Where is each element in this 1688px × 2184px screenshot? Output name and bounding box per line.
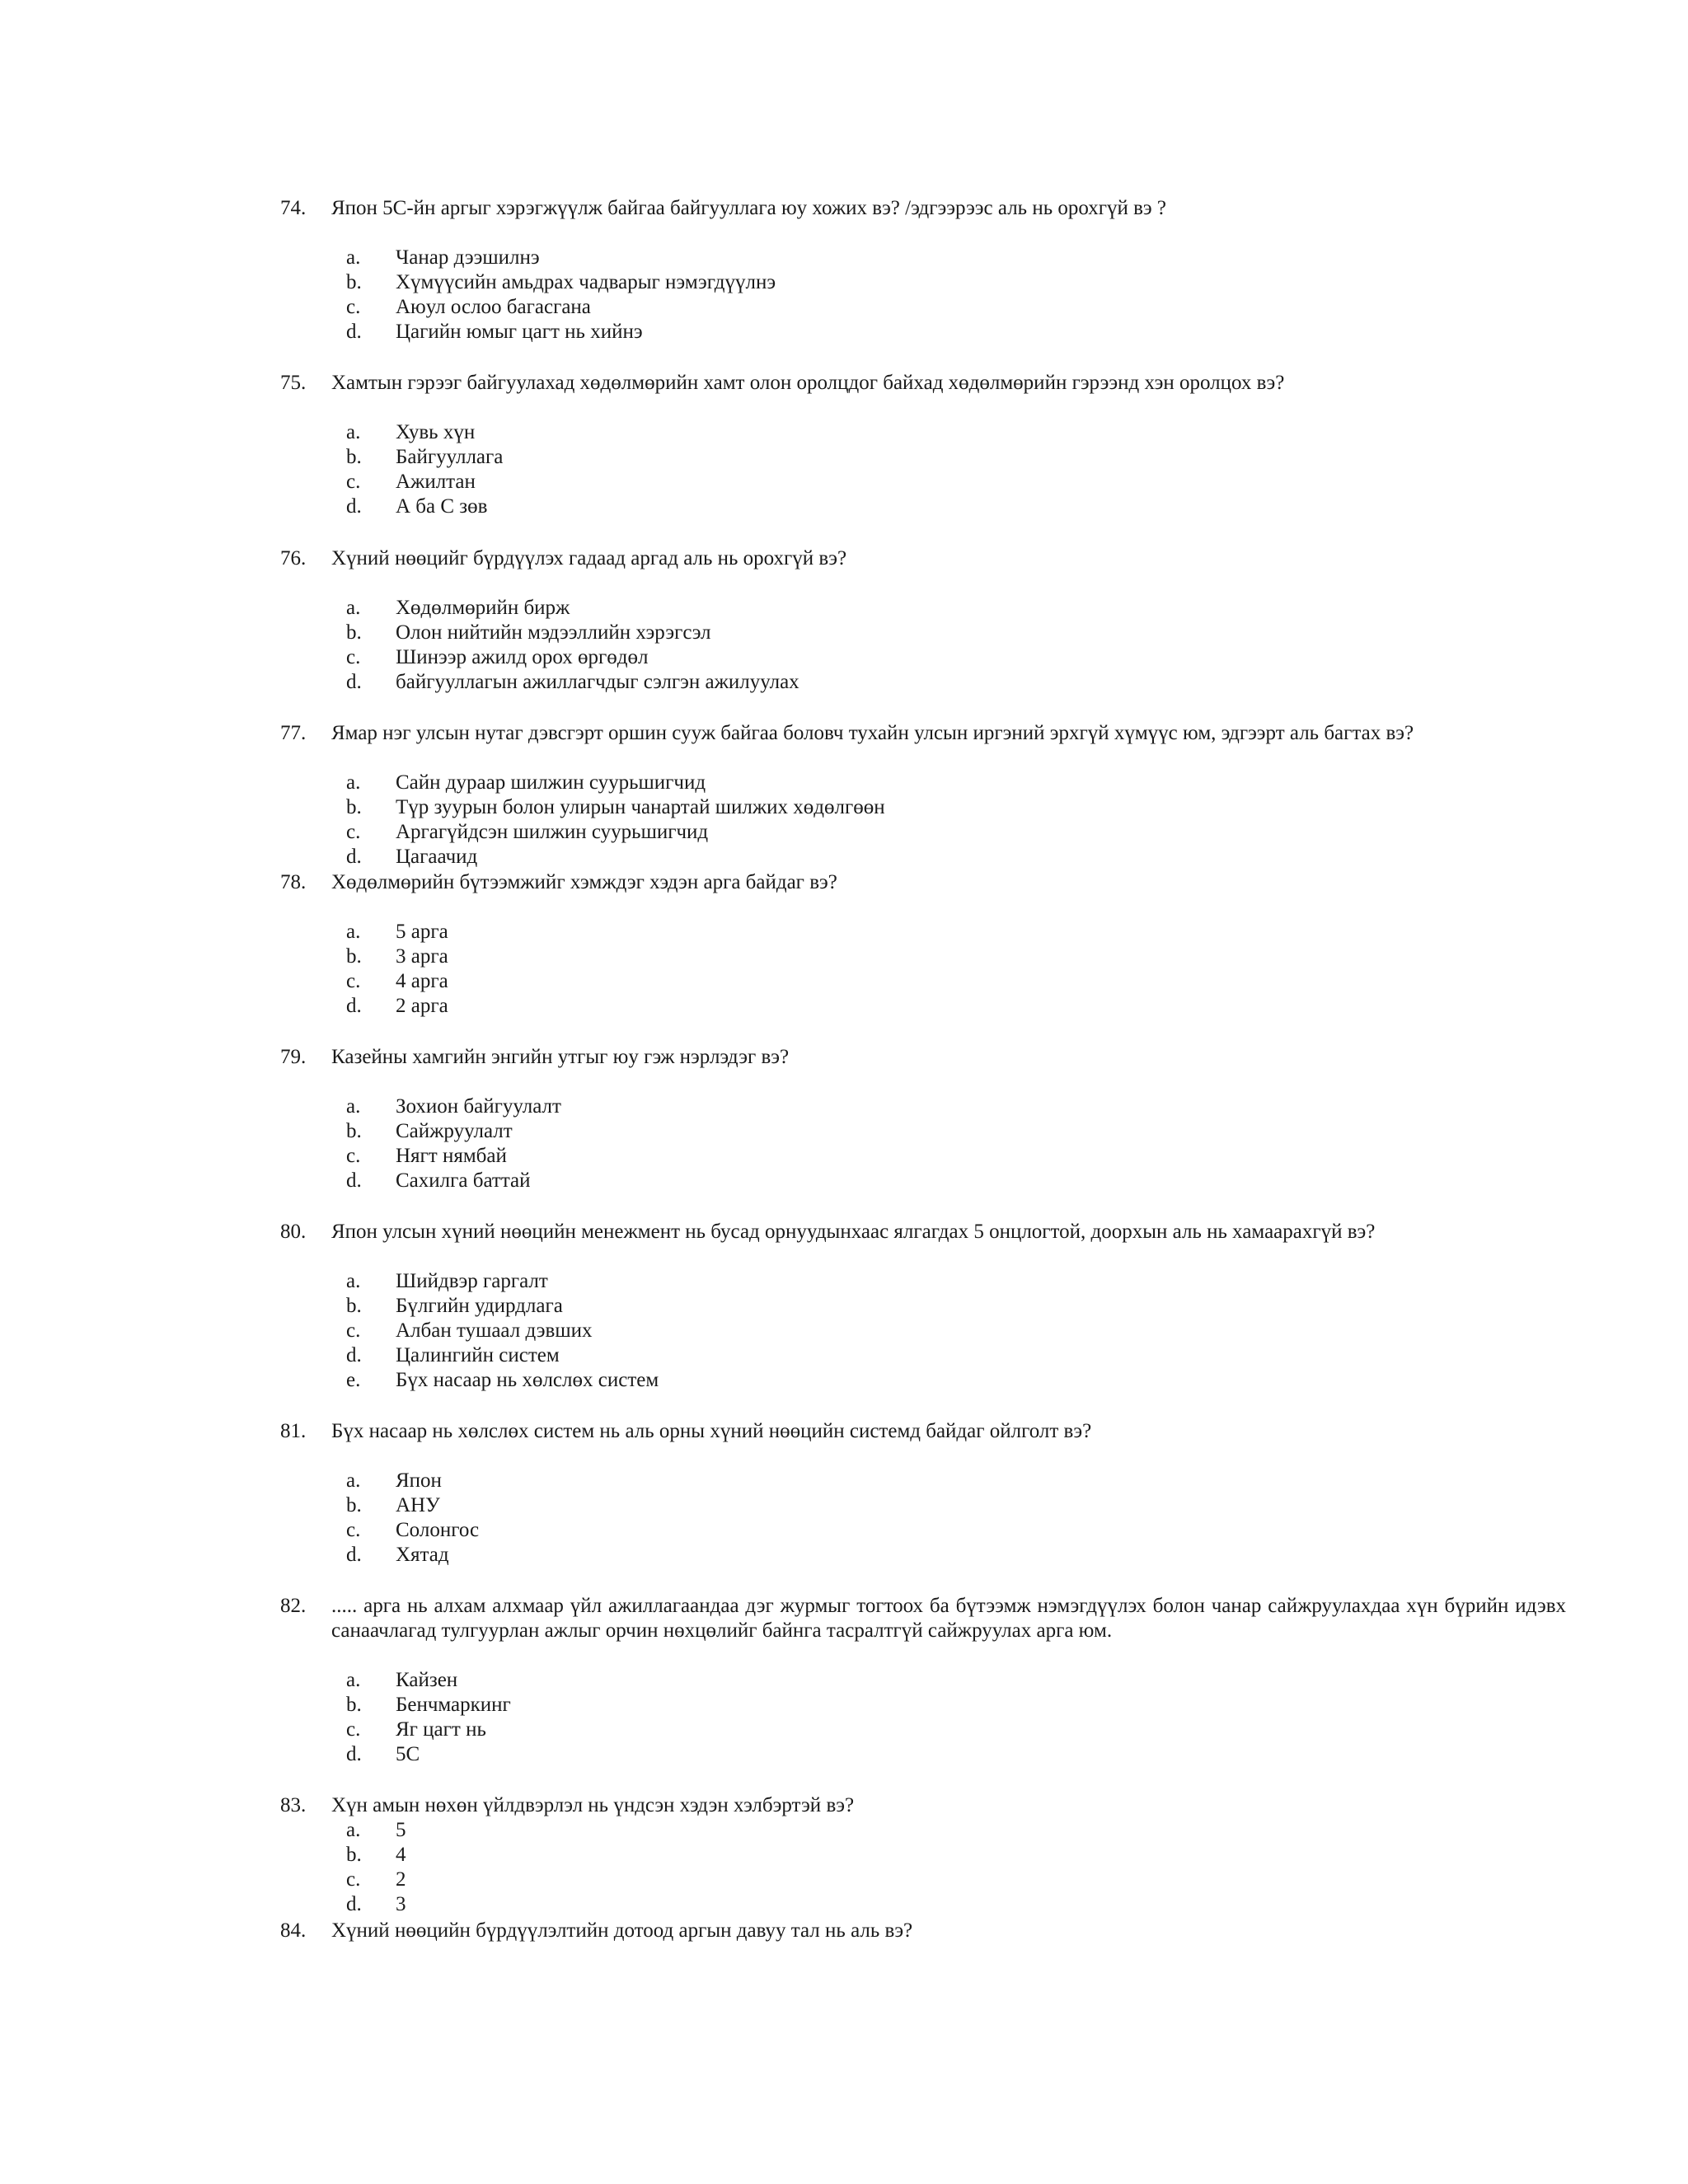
answer-options	[346, 1668, 1632, 1767]
option-letter: d.	[346, 1169, 362, 1192]
option-letter: d.	[346, 1344, 362, 1366]
option-text: Цагаачид	[396, 846, 478, 868]
answer-option	[346, 1343, 1632, 1368]
question-79	[280, 1045, 1566, 1193]
option-letter: a.	[346, 1095, 361, 1118]
answer-option	[346, 969, 1632, 994]
option-letter: c.	[346, 1319, 361, 1342]
question-82	[280, 1594, 1566, 1767]
option-text: Цагийн юмыг цагт нь хийнэ	[396, 321, 643, 343]
option-text: Хувь хүн	[396, 421, 476, 443]
option-text: Аргагүйдсэн шилжин суурьшигчид	[396, 821, 709, 843]
question-number: 82.	[280, 1595, 307, 1617]
option-letter: a.	[346, 1819, 361, 1841]
option-text: Ажилтан	[396, 471, 476, 493]
question-number: 77.	[280, 722, 307, 744]
option-text: Олон нийтийн мэдээллийн хэрэгсэл	[396, 621, 711, 644]
question-number: 84.	[280, 1919, 307, 1942]
option-text: Солонгос	[396, 1519, 480, 1541]
option-letter: a.	[346, 421, 361, 443]
option-letter: b.	[346, 1295, 362, 1317]
option-text: 5	[396, 1819, 406, 1841]
answer-option	[346, 1119, 1632, 1144]
answer-option	[346, 320, 1632, 344]
question-text: Ямар нэг улсын нутаг дэвсгэрт оршин сууж байгаа боловч тухайн улсын иргэний эрхгүй хүмүүс юм, эдгээрт аль багтах вэ?	[331, 722, 1414, 744]
option-letter: c.	[346, 471, 361, 493]
answer-option	[346, 445, 1632, 470]
answer-options	[346, 920, 1632, 1019]
option-text: байгууллагын ажиллагчдыг сэлгэн ажилуулах	[396, 671, 799, 693]
option-letter: d.	[346, 1544, 362, 1566]
question-number: 76.	[280, 547, 307, 569]
question-text: Хамтын гэрээг байгуулахад хөдөлмөрийн хамт олон оролцдог байхад хөдөлмөрийн гэрээнд хэн оролцох вэ?	[331, 372, 1285, 394]
question-text: Хүн амын нөхөн үйлдвэрлэл нь үндсэн хэдэн хэлбэртэй вэ?	[331, 1794, 855, 1816]
option-letter: b.	[346, 945, 362, 968]
option-text: 4 арга	[396, 970, 448, 992]
option-text: Хөдөлмөрийн бирж	[396, 597, 570, 619]
option-letter: c.	[346, 1718, 361, 1741]
option-letter: b.	[346, 1494, 362, 1516]
answer-option	[346, 1543, 1632, 1568]
option-letter: c.	[346, 1145, 361, 1167]
answer-option	[346, 470, 1632, 494]
option-text: 2 арга	[396, 995, 448, 1017]
answer-option	[346, 621, 1632, 645]
option-text: Сайн дураар шилжин суурьшигчид	[396, 771, 706, 794]
answer-option	[346, 1094, 1632, 1119]
question-text: Хөдөлмөрийн бүтээмжийг хэмждэг хэдэн арга байдаг вэ?	[331, 871, 837, 893]
option-text: Албан тушаал дэвших	[396, 1319, 593, 1342]
answer-option	[346, 1818, 1632, 1843]
question-number: 80.	[280, 1221, 307, 1243]
question-75	[280, 371, 1566, 519]
answer-options	[346, 771, 1632, 869]
option-text: Аюул ослоо багасгана	[396, 296, 591, 318]
option-letter: a.	[346, 1270, 361, 1292]
question-78	[280, 870, 1566, 1019]
question-text: Бүх насаар нь хөлслөх систем нь аль орны хүний нөөцийн системд байдаг ойлголт вэ?	[331, 1420, 1092, 1442]
option-letter: b.	[346, 271, 362, 293]
answer-option	[346, 1868, 1632, 1892]
option-letter: d.	[346, 995, 362, 1017]
option-text: 2	[396, 1868, 406, 1891]
option-letter: c.	[346, 296, 361, 318]
option-text: Нягт нямбай	[396, 1145, 507, 1167]
option-text: Бүх насаар нь хөлслөх систем	[396, 1369, 659, 1391]
answer-options	[346, 420, 1632, 519]
answer-option	[346, 920, 1632, 944]
question-text: Хүний нөөцийг бүрдүүлэх гадаад аргад аль нь орохгүй вэ?	[331, 547, 847, 569]
question-number: 74.	[280, 197, 307, 219]
option-letter: d.	[346, 495, 362, 518]
question-text: ..... арга нь алхам алхмаар үйл ажиллагаандаа дэг журмыг тогтоох ба бүтээмж нэмэгдүүлэх болон чанар сайжруулахдаа хүн бүрийн идэвх санаачлагад тулгуурлан ажлыг орчин нөхцөлийг байнга тасралтгүй сайжруулах арга юм.	[331, 1595, 1566, 1642]
option-letter: a.	[346, 1469, 361, 1492]
answer-option	[346, 820, 1632, 845]
option-text: Кайзен	[396, 1669, 458, 1691]
option-text: 3 арга	[396, 945, 448, 968]
answer-option	[346, 1368, 1632, 1393]
question-80	[280, 1220, 1566, 1393]
option-letter: c.	[346, 1519, 361, 1541]
option-letter: c.	[346, 970, 361, 992]
question-number: 81.	[280, 1420, 307, 1442]
answer-option	[346, 246, 1632, 270]
answer-option	[346, 944, 1632, 969]
option-text: Цалингийн систем	[396, 1344, 560, 1366]
answer-option	[346, 270, 1632, 295]
answer-option	[346, 1693, 1632, 1718]
option-letter: d.	[346, 1743, 362, 1765]
answer-option	[346, 1294, 1632, 1319]
option-text: Хятад	[396, 1544, 449, 1566]
answer-option	[346, 494, 1632, 519]
question-76	[280, 546, 1566, 695]
answer-option	[346, 596, 1632, 621]
answer-option	[346, 795, 1632, 820]
option-text: Яг цагт нь	[396, 1718, 486, 1741]
option-text: Япон	[396, 1469, 442, 1492]
option-letter: b.	[346, 1120, 362, 1142]
option-letter: d.	[346, 846, 362, 868]
answer-option	[346, 1843, 1632, 1868]
answer-option	[346, 1668, 1632, 1693]
option-letter: a.	[346, 771, 361, 794]
answer-option	[346, 845, 1632, 869]
option-letter: d.	[346, 671, 362, 693]
option-letter: b.	[346, 446, 362, 468]
answer-option	[346, 645, 1632, 670]
answer-option	[346, 1169, 1632, 1193]
option-text: Шинээр ажилд орох өргөдөл	[396, 646, 649, 668]
option-text: Чанар дээшилнэ	[396, 246, 540, 269]
option-letter: b.	[346, 1844, 362, 1866]
question-number: 78.	[280, 871, 307, 893]
answer-option	[346, 1319, 1632, 1343]
option-text: 5С	[396, 1743, 420, 1765]
question-text: Казейны хамгийн энгийн утгыг юу гэж нэрлэдэг вэ?	[331, 1046, 790, 1068]
answer-option	[346, 1269, 1632, 1294]
answer-option	[346, 994, 1632, 1019]
answer-option	[346, 420, 1632, 445]
option-letter: a.	[346, 921, 361, 943]
option-text: Хүмүүсийн амьдрах чадварыг нэмэгдүүлнэ	[396, 271, 776, 293]
option-text: 4	[396, 1844, 406, 1866]
option-text: Сайжруулалт	[396, 1120, 513, 1142]
answer-option	[346, 1518, 1632, 1543]
option-text: Бүлгийн удирдлага	[396, 1295, 563, 1317]
option-text: А ба С зөв	[396, 495, 488, 518]
answer-options	[346, 1818, 1632, 1917]
answer-option	[346, 1144, 1632, 1169]
option-text: Зохион байгуулалт	[396, 1095, 561, 1118]
option-letter: d.	[346, 321, 362, 343]
option-letter: a.	[346, 1669, 361, 1691]
answer-option	[346, 1469, 1632, 1493]
option-letter: c.	[346, 821, 361, 843]
option-letter: c.	[346, 646, 361, 668]
option-text: Сахилга баттай	[396, 1169, 531, 1192]
question-84	[280, 1919, 1566, 1943]
question-text: Хүний нөөцийн бүрдүүлэлтийн дотоод аргын давуу тал нь аль вэ?	[331, 1919, 913, 1942]
option-text: Байгууллага	[396, 446, 504, 468]
answer-options	[346, 596, 1632, 695]
option-text: 5 арга	[396, 921, 448, 943]
option-letter: e.	[346, 1369, 361, 1391]
option-text: Шийдвэр гаргалт	[396, 1270, 548, 1292]
option-letter: b.	[346, 1694, 362, 1716]
option-text: 3	[396, 1893, 406, 1915]
answer-option	[346, 670, 1632, 695]
answer-option	[346, 1892, 1632, 1917]
option-letter: b.	[346, 796, 362, 818]
question-number: 79.	[280, 1046, 307, 1068]
answer-option	[346, 1718, 1632, 1742]
answer-options	[346, 246, 1632, 344]
option-letter: b.	[346, 621, 362, 644]
answer-option	[346, 1742, 1632, 1767]
answer-option	[346, 295, 1632, 320]
option-text: Бенчмаркинг	[396, 1694, 511, 1716]
option-letter: d.	[346, 1893, 362, 1915]
option-text: АНУ	[396, 1494, 440, 1516]
question-77	[280, 721, 1566, 869]
question-74	[280, 196, 1566, 344]
answer-options	[346, 1094, 1632, 1193]
answer-option	[346, 1493, 1632, 1518]
option-letter: a.	[346, 246, 361, 269]
question-number: 83.	[280, 1794, 307, 1816]
question-81	[280, 1419, 1566, 1568]
answer-options	[346, 1269, 1632, 1393]
option-letter: a.	[346, 597, 361, 619]
option-text: Түр зуурын болон улирын чанартай шилжих хөдөлгөөн	[396, 796, 885, 818]
question-number: 75.	[280, 372, 307, 394]
answer-option	[346, 771, 1632, 795]
question-83	[280, 1793, 1566, 1917]
option-letter: c.	[346, 1868, 361, 1891]
answer-options	[346, 1469, 1632, 1568]
question-text: Япон 5С-йн аргыг хэрэгжүүлж байгаа байгууллага юу хожих вэ? /эдгээрээс аль нь орохгүй вэ ?	[331, 197, 1167, 219]
question-text: Япон улсын хүний нөөцийн менежмент нь бусад орнуудынхаас ялгагдах 5 онцлогтой, доорхын аль нь хамаарахгүй вэ?	[331, 1221, 1376, 1243]
